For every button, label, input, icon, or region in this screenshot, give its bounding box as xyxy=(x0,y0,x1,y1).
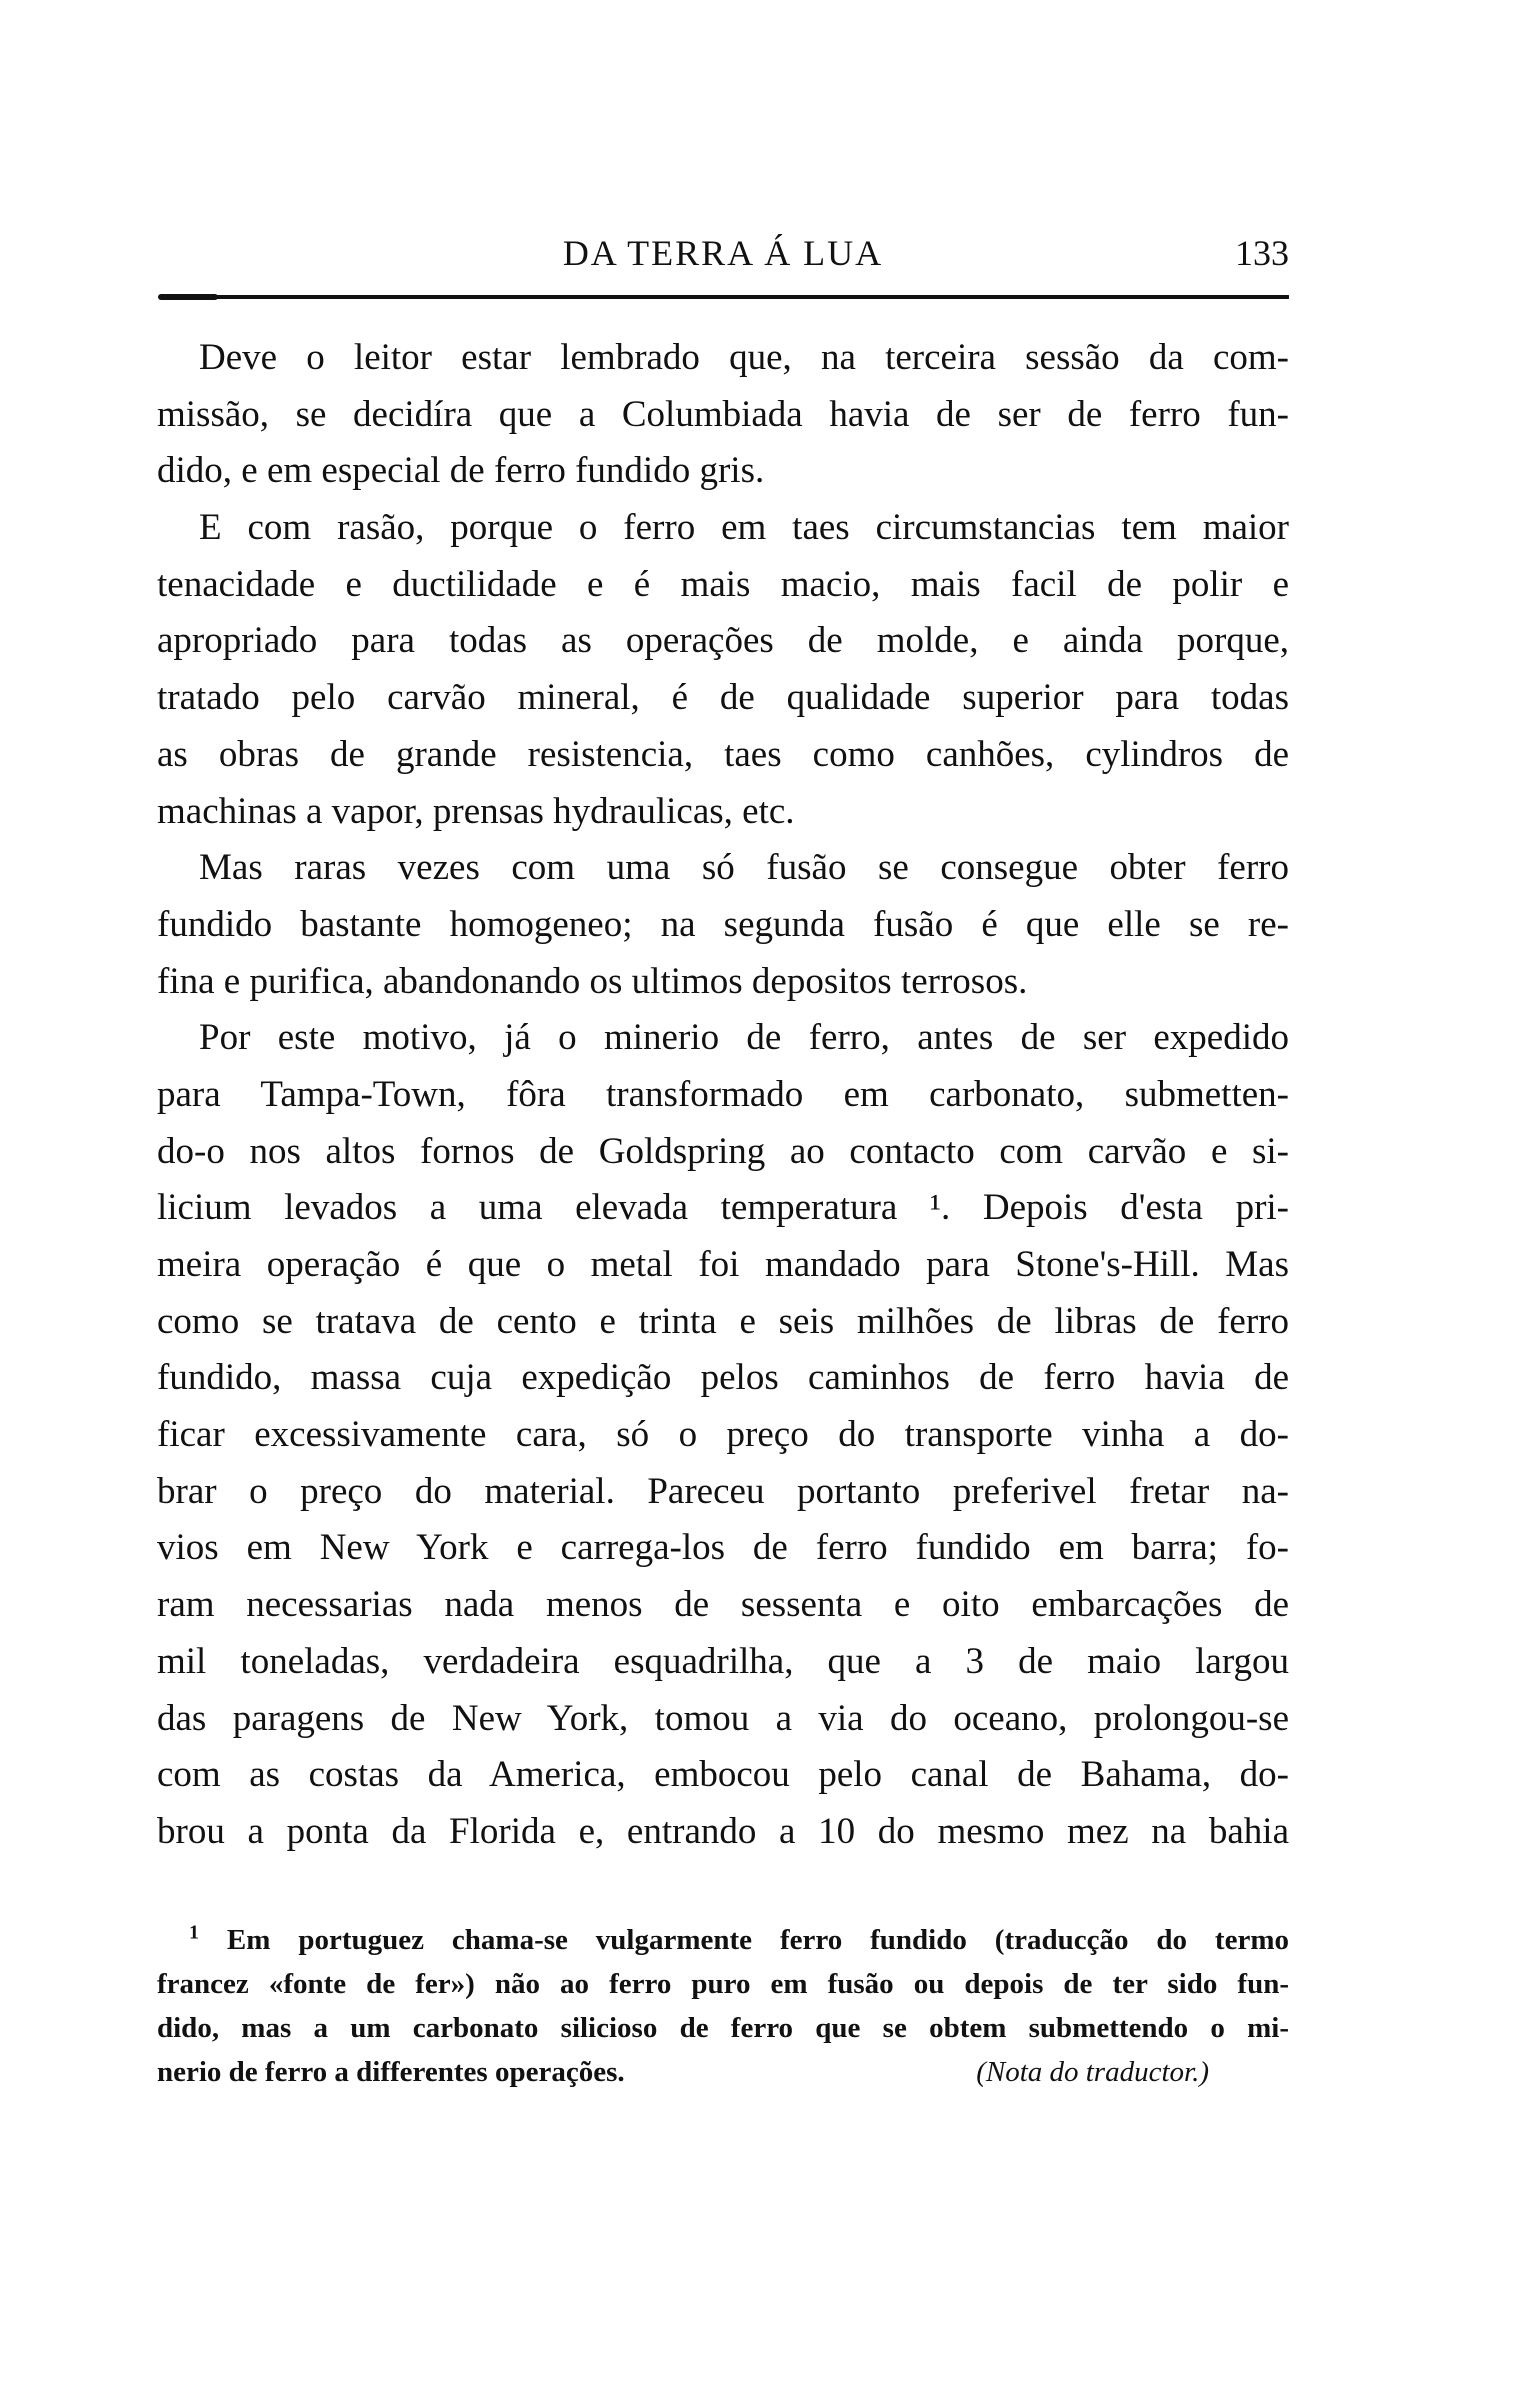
text-line: com as costas da America, embocou pelo canal de Bahama, do- xyxy=(157,1754,1289,1796)
text-line: tenacidade e ductilidade e é mais macio, mais facil de polir e xyxy=(157,563,1289,605)
text-line: machinas a vapor, prensas hydraulicas, etc. xyxy=(157,790,795,832)
text-line: Por este motivo, já o minerio de ferro, antes de ser expedido xyxy=(199,1017,1289,1059)
text-line: brar o preço do material. Pareceu portanto preferivel fretar na- xyxy=(157,1470,1289,1512)
text-line: Mas raras vezes com uma só fusão se consegue obter ferro xyxy=(199,847,1289,889)
running-head xyxy=(157,232,1289,282)
text-line: Deve o leitor estar lembrado que, na terceira sessão da com- xyxy=(199,337,1289,378)
footnote-credit: (Nota do traductor.) xyxy=(976,2056,1209,2088)
text-line: ram necessarias nada menos de sessenta e oito embarcações de xyxy=(157,1584,1289,1626)
text-line: licium levados a uma elevada temperatura ¹. Depois d'esta pri- xyxy=(157,1187,1289,1229)
text-line: do-o nos altos fornos de Goldspring ao contacto com carvão e si- xyxy=(157,1130,1289,1172)
running-title: DA TERRA Á LUA xyxy=(562,233,884,273)
text-line: como se tratava de cento e trinta e seis milhões de libras de ferro xyxy=(157,1300,1289,1342)
footnote-text: nerio de ferro a differentes operações. xyxy=(157,2056,625,2088)
footnote-line xyxy=(157,1918,1289,1962)
text-line: para Tampa-Town, fôra transformado em carbonato, submetten- xyxy=(157,1073,1289,1115)
header-rule xyxy=(160,295,1289,299)
text-line: fundido, massa cuja expedição pelos caminhos de ferro havia de xyxy=(157,1357,1289,1399)
text-line: ficar excessivamente cara, só o preço do transporte vinha a do- xyxy=(157,1414,1289,1456)
footnote-line: francez «fonte de fer») não ao ferro puro em fusão ou depois de ter sido fun- xyxy=(157,1968,1289,2000)
text-line: fundido bastante homogeneo; na segunda fusão é que elle se re- xyxy=(157,903,1289,945)
page-number: 133 xyxy=(1235,233,1289,273)
text-line: E com rasão, porque o ferro em taes circumstancias tem maior xyxy=(199,507,1289,549)
text-line: mil toneladas, verdadeira esquadrilha, que a 3 de maio largou xyxy=(157,1640,1289,1682)
footnote-marker: 1 xyxy=(189,1921,199,1944)
text-line: brou a ponta da Florida e, entrando a 10 do mesmo mez na bahia xyxy=(157,1810,1289,1852)
text-line: as obras de grande resistencia, taes como canhões, cylindros de xyxy=(157,733,1289,775)
body-text xyxy=(157,330,1289,1861)
text-line: das paragens de New York, tomou a via do oceano, prolongou-se xyxy=(157,1697,1289,1739)
text-line: meira operação é que o metal foi mandado para Stone's-Hill. Mas xyxy=(157,1244,1289,1285)
text-line: fina e purifica, abandonando os ultimos depositos terrosos. xyxy=(157,960,1028,1002)
text-line: vios em New York e carrega-los de ferro fundido em barra; fo- xyxy=(157,1527,1289,1569)
footnote xyxy=(157,1918,1289,2094)
text-line: dido, e em especial de ferro fundido gris. xyxy=(157,450,765,492)
footnote-line: dido, mas a um carbonato silicioso de ferro que se obtem submettendo o mi- xyxy=(157,2012,1289,2044)
text-line: tratado pelo carvão mineral, é de qualidade superior para todas xyxy=(157,677,1289,719)
footnote-line xyxy=(157,2050,1289,2094)
text-line: missão, se decidíra que a Columbiada havia de ser de ferro fun- xyxy=(157,393,1289,435)
footnote-text: Em portuguez chama-se vulgarmente ferro fundido (traducção do termo xyxy=(226,1924,1289,1956)
text-line: apropriado para todas as operações de molde, e ainda porque, xyxy=(157,620,1289,662)
